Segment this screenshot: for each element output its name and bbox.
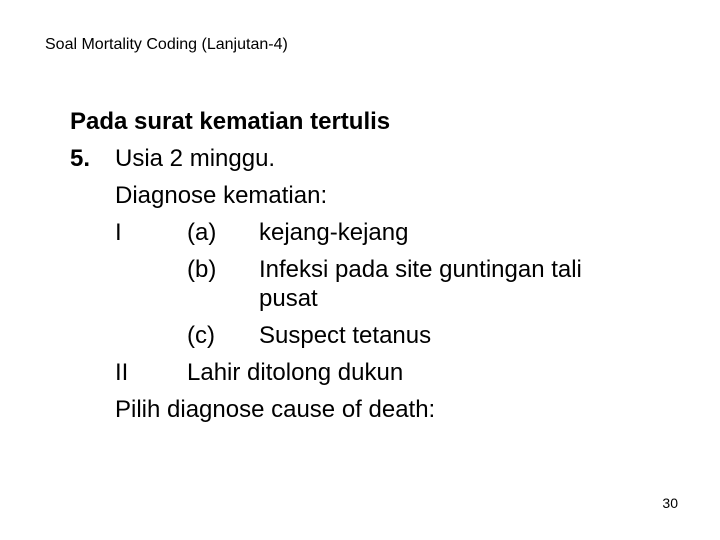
item-text: Usia 2 minggu. (115, 145, 276, 172)
part-one-roman: I (115, 219, 122, 246)
item-number: 5. (70, 145, 91, 172)
entry-a-letter: (a) (187, 219, 217, 246)
entry-b-text: Infeksi pada site guntingan tali (259, 256, 582, 283)
slide-title: Soal Mortality Coding (Lanjutan-4) (45, 36, 288, 53)
entry-c-letter: (c) (187, 322, 215, 349)
entry-a-text: kejang-kejang (259, 219, 409, 246)
part-two-text: Lahir ditolong dukun (187, 359, 404, 386)
diagnosis-label: Diagnose kematian: (115, 182, 328, 209)
page-number: 30 (662, 495, 678, 511)
part-two-roman: II (115, 359, 129, 386)
heading: Pada surat kematian tertulis (70, 108, 391, 135)
entry-c-text: Suspect tetanus (259, 322, 432, 349)
question: Pilih diagnose cause of death: (115, 396, 436, 423)
entry-b-letter: (b) (187, 256, 217, 283)
entry-b-text-continued: pusat (259, 285, 318, 312)
